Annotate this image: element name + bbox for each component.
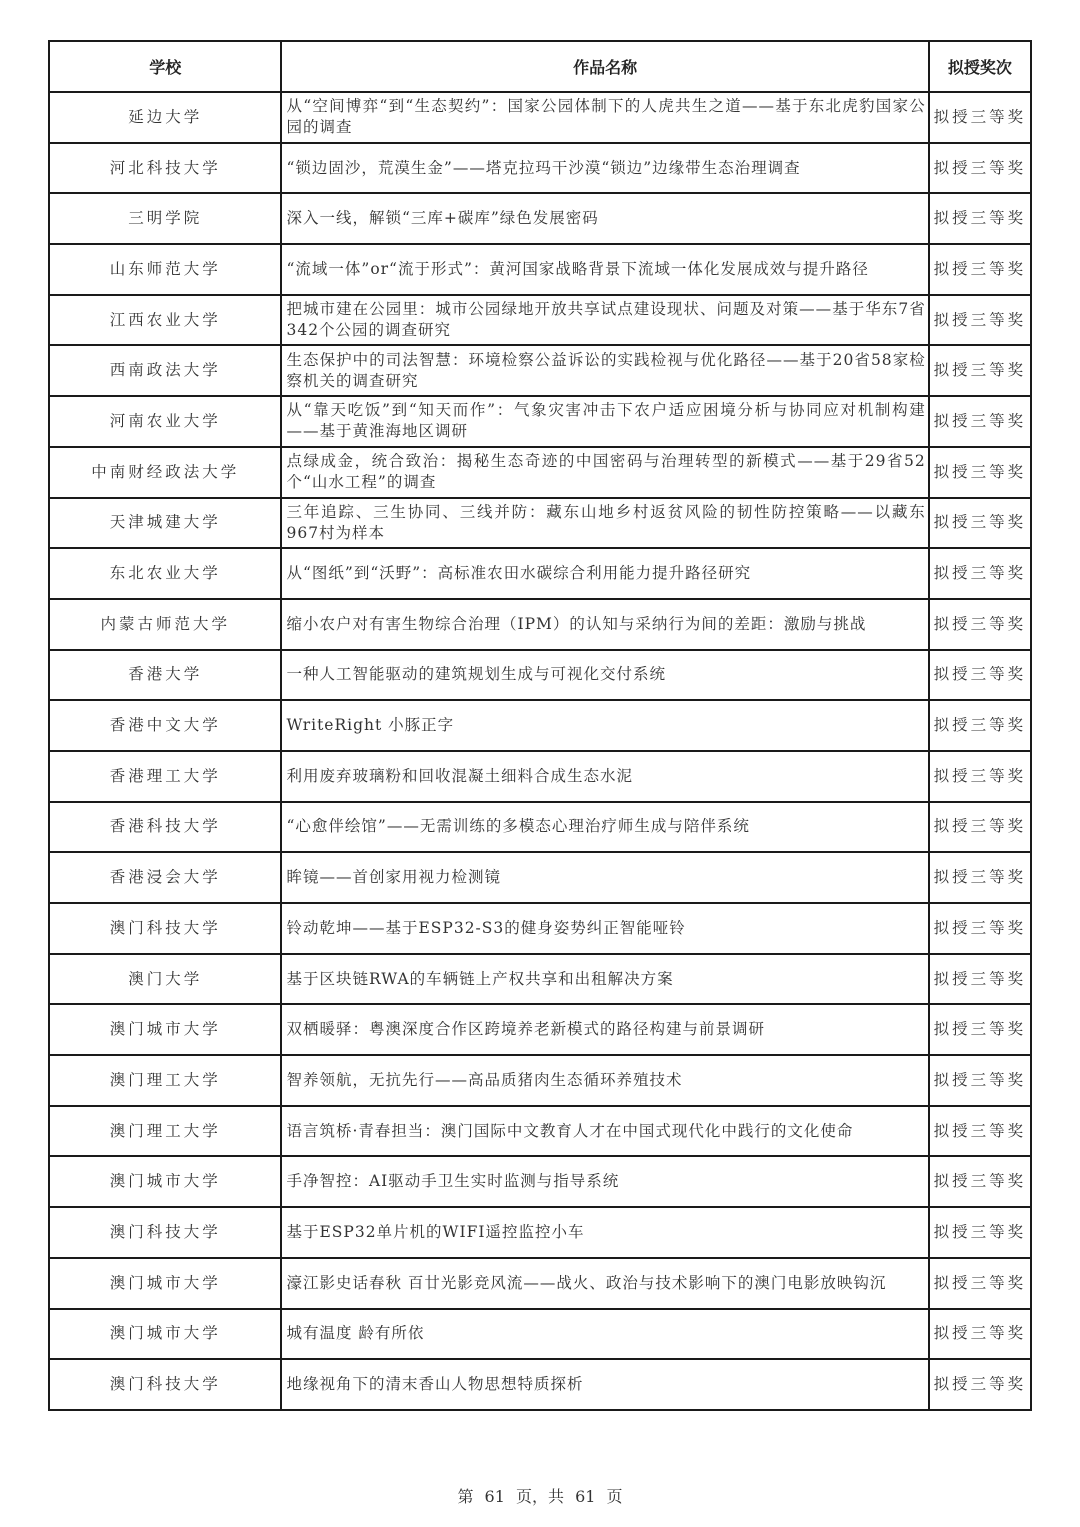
table-row — [49, 1207, 1031, 1258]
cell-title: “流域一体”or“流于形式”：黄河国家战略背景下流域一体化发展成效与提升路径 — [281, 244, 928, 295]
cell-award: 拟授三等奖 — [929, 903, 1031, 954]
cell-school: 三明学院 — [49, 193, 281, 244]
cell-school: 延边大学 — [49, 92, 281, 143]
table-row — [49, 650, 1031, 701]
header-school: 学校 — [49, 41, 281, 92]
cell-school: 香港科技大学 — [49, 802, 281, 853]
cell-title: WriteRight 小豚正字 — [281, 700, 928, 751]
cell-award: 拟授三等奖 — [929, 1309, 1031, 1360]
cell-school: 东北农业大学 — [49, 548, 281, 599]
page-number: 第 61 页，共 61 页 — [457, 1487, 623, 1506]
cell-school: 香港大学 — [49, 650, 281, 701]
cell-title: 把城市建在公园里：城市公园绿地开放共享试点建设现状、问题及对策——基于华东7省342个公园的调查研究 — [281, 295, 928, 346]
cell-school: 香港理工大学 — [49, 751, 281, 802]
table-row — [49, 1359, 1031, 1410]
table-row — [49, 802, 1031, 853]
cell-award: 拟授三等奖 — [929, 1359, 1031, 1410]
table-row — [49, 1055, 1031, 1106]
table-row — [49, 599, 1031, 650]
cell-school: 澳门科技大学 — [49, 1207, 281, 1258]
cell-title: 双栖暖驿：粤澳深度合作区跨境养老新模式的路径构建与前景调研 — [281, 1004, 928, 1055]
awards-table — [48, 40, 1032, 1411]
header-award: 拟授奖次 — [929, 41, 1031, 92]
cell-title: 深入一线，解锁“三库+碳库”绿色发展密码 — [281, 193, 928, 244]
cell-title: 从“图纸”到“沃野”：高标准农田水碳综合利用能力提升路径研究 — [281, 548, 928, 599]
cell-award: 拟授三等奖 — [929, 498, 1031, 549]
cell-school: 澳门大学 — [49, 954, 281, 1005]
cell-school: 河南农业大学 — [49, 396, 281, 447]
cell-school: 河北科技大学 — [49, 143, 281, 194]
table-row — [49, 1004, 1031, 1055]
table-row — [49, 498, 1031, 549]
cell-title: 基于ESP32单片机的WIFI遥控监控小车 — [281, 1207, 928, 1258]
cell-award: 拟授三等奖 — [929, 143, 1031, 194]
cell-title: 从“靠天吃饭”到“知天而作”：气象灾害冲击下农户适应困境分析与协同应对机制构建——基于黄淮海地区调研 — [281, 396, 928, 447]
cell-school: 澳门理工大学 — [49, 1106, 281, 1157]
table-row — [49, 396, 1031, 447]
table-row — [49, 193, 1031, 244]
table-row — [49, 852, 1031, 903]
cell-title: 从“空间博弈“到“生态契约”：国家公园体制下的人虎共生之道——基于东北虎豹国家公园的调查 — [281, 92, 928, 143]
cell-title: 三年追踪、三生协同、三线并防：藏东山地乡村返贫风险的韧性防控策略——以藏东967村为样本 — [281, 498, 928, 549]
cell-award: 拟授三等奖 — [929, 700, 1031, 751]
cell-award: 拟授三等奖 — [929, 244, 1031, 295]
cell-school: 香港浸会大学 — [49, 852, 281, 903]
cell-award: 拟授三等奖 — [929, 345, 1031, 396]
cell-school: 澳门城市大学 — [49, 1004, 281, 1055]
cell-award: 拟授三等奖 — [929, 1055, 1031, 1106]
cell-school: 西南政法大学 — [49, 345, 281, 396]
table-row — [49, 954, 1031, 1005]
cell-title: 点绿成金，统合致治：揭秘生态奇迹的中国密码与治理转型的新模式——基于29省52个“山水工程”的调查 — [281, 447, 928, 498]
cell-award: 拟授三等奖 — [929, 92, 1031, 143]
table-row — [49, 1106, 1031, 1157]
table-row — [49, 295, 1031, 346]
cell-award: 拟授三等奖 — [929, 751, 1031, 802]
cell-title: 智养领航，无抗先行——高品质猪肉生态循环养殖技术 — [281, 1055, 928, 1106]
cell-award: 拟授三等奖 — [929, 852, 1031, 903]
cell-award: 拟授三等奖 — [929, 599, 1031, 650]
table-body — [49, 92, 1031, 1410]
cell-award: 拟授三等奖 — [929, 954, 1031, 1005]
cell-award: 拟授三等奖 — [929, 802, 1031, 853]
cell-award: 拟授三等奖 — [929, 1258, 1031, 1309]
cell-award: 拟授三等奖 — [929, 193, 1031, 244]
cell-school: 内蒙古师范大学 — [49, 599, 281, 650]
cell-school: 江西农业大学 — [49, 295, 281, 346]
table-row — [49, 1156, 1031, 1207]
cell-school: 澳门城市大学 — [49, 1156, 281, 1207]
cell-school: 山东师范大学 — [49, 244, 281, 295]
table-row — [49, 92, 1031, 143]
cell-title: 基于区块链RWA的车辆链上产权共享和出租解决方案 — [281, 954, 928, 1005]
table-header-row — [49, 41, 1031, 92]
cell-award: 拟授三等奖 — [929, 1207, 1031, 1258]
cell-award: 拟授三等奖 — [929, 1156, 1031, 1207]
cell-school: 澳门城市大学 — [49, 1309, 281, 1360]
cell-school: 澳门科技大学 — [49, 1359, 281, 1410]
cell-school: 香港中文大学 — [49, 700, 281, 751]
table-row — [49, 244, 1031, 295]
cell-title: 一种人工智能驱动的建筑规划生成与可视化交付系统 — [281, 650, 928, 701]
table-row — [49, 1258, 1031, 1309]
table-row — [49, 751, 1031, 802]
cell-award: 拟授三等奖 — [929, 447, 1031, 498]
cell-award: 拟授三等奖 — [929, 1106, 1031, 1157]
cell-award: 拟授三等奖 — [929, 548, 1031, 599]
cell-title: 生态保护中的司法智慧：环境检察公益诉讼的实践检视与优化路径——基于20省58家检察机关的调查研究 — [281, 345, 928, 396]
cell-title: 地缘视角下的清末香山人物思想特质探析 — [281, 1359, 928, 1410]
cell-title: 濠江影史话春秋 百廿光影竞风流——战火、政治与技术影响下的澳门电影放映钩沉 — [281, 1258, 928, 1309]
cell-title: 眸镜——首创家用视力检测镜 — [281, 852, 928, 903]
cell-award: 拟授三等奖 — [929, 1004, 1031, 1055]
cell-title: 缩小农户对有害生物综合治理（IPM）的认知与采纳行为间的差距：激励与挑战 — [281, 599, 928, 650]
cell-school: 澳门理工大学 — [49, 1055, 281, 1106]
cell-school: 澳门城市大学 — [49, 1258, 281, 1309]
table-row — [49, 700, 1031, 751]
cell-school: 澳门科技大学 — [49, 903, 281, 954]
table-row — [49, 548, 1031, 599]
table-row — [49, 143, 1031, 194]
table-row — [49, 447, 1031, 498]
cell-title: 语言筑桥·青春担当：澳门国际中文教育人才在中国式现代化中践行的文化使命 — [281, 1106, 928, 1157]
cell-title: 手净智控：AI驱动手卫生实时监测与指导系统 — [281, 1156, 928, 1207]
cell-award: 拟授三等奖 — [929, 396, 1031, 447]
cell-title: 铃动乾坤——基于ESP32-S3的健身姿势纠正智能哑铃 — [281, 903, 928, 954]
table-row — [49, 1309, 1031, 1360]
cell-title: 城有温度 龄有所依 — [281, 1309, 928, 1360]
cell-school: 天津城建大学 — [49, 498, 281, 549]
cell-award: 拟授三等奖 — [929, 650, 1031, 701]
cell-title: “心愈伴绘馆”——无需训练的多模态心理治疗师生成与陪伴系统 — [281, 802, 928, 853]
header-title: 作品名称 — [281, 41, 928, 92]
table-row — [49, 903, 1031, 954]
cell-school: 中南财经政法大学 — [49, 447, 281, 498]
cell-title: 利用废弃玻璃粉和回收混凝土细料合成生态水泥 — [281, 751, 928, 802]
table-row — [49, 345, 1031, 396]
cell-award: 拟授三等奖 — [929, 295, 1031, 346]
cell-title: “锁边固沙，荒漠生金”——塔克拉玛干沙漠“锁边”边缘带生态治理调查 — [281, 143, 928, 194]
